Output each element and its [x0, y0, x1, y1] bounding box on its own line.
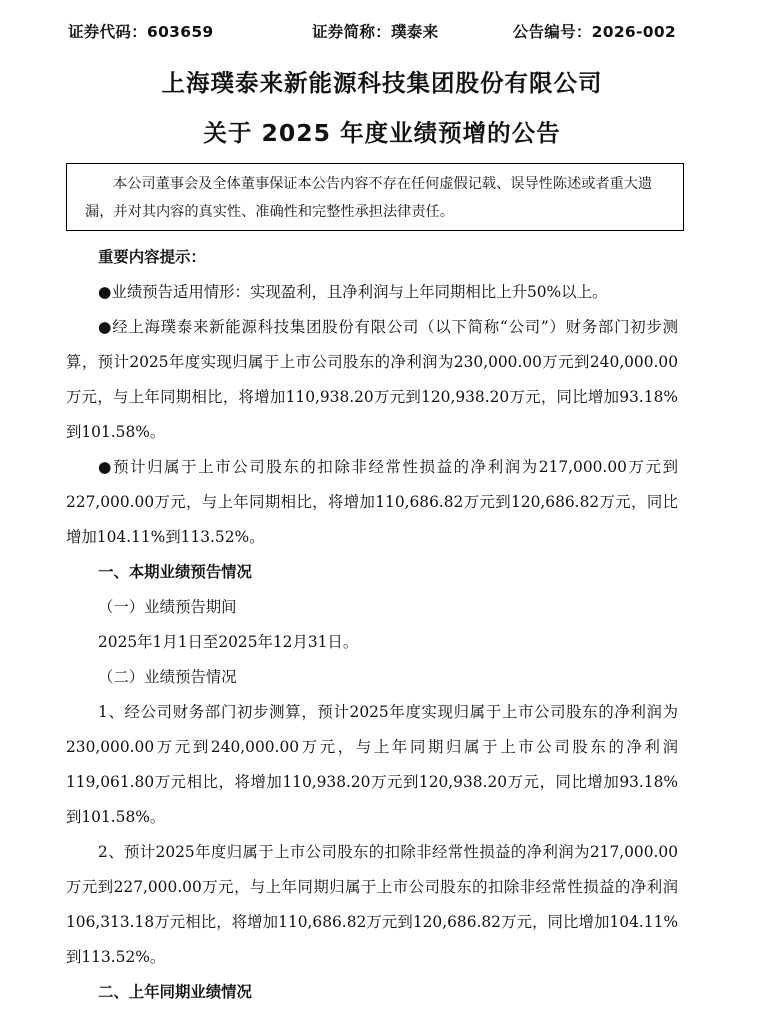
highlight-bullet-3: ●预计归属于上市公司股东的扣除非经常性损益的净利润为217,000.00万元到227,000.00万元，与上年同期相比，将增加110,686.82万元到120,686.82万元，同比增加104.11%到113.52%。: [66, 458, 678, 546]
board-declaration-box: [66, 163, 684, 231]
highlights-section: [66, 240, 678, 555]
section-2-heading: 二、上年同期业绩情况: [98, 983, 252, 1001]
section-1-heading: 一、本期业绩预告情况: [98, 563, 252, 581]
header-row: [68, 20, 676, 44]
forecast-period: 2025年1月1日至2025年12月31日。: [98, 633, 359, 651]
highlights-heading: 重要内容提示：: [98, 248, 206, 266]
stock-code: 证券代码：603659: [68, 23, 214, 41]
declaration-text: 本公司董事会及全体董事保证本公告内容不存在任何虚假记载、误导性陈述或者重大遗漏，并对其内容的真实性、准确性和完整性承担法律责任。: [85, 176, 653, 220]
forecast-item-2: 2、预计2025年度归属于上市公司股东的扣除非经常性损益的净利润为217,000.00万元到227,000.00万元，与上年同期归属于上市公司股东的扣除非经常性损益的净利润106,313.18万元相比，将增加110,686.82万元到120,686.82万元，同比增加104.11%到113.52%。: [66, 843, 678, 966]
section-1: [66, 555, 678, 1010]
section-1-sub-2: （二）业绩预告情况: [98, 668, 237, 686]
notice-number: 公告编号：2026-002: [512, 23, 676, 41]
notice-title: 关于 2025 年度业绩预增的公告: [203, 119, 561, 147]
company-title: 上海璞泰来新能源科技集团股份有限公司: [161, 69, 603, 97]
section-1-sub-1: （一）业绩预告期间: [98, 598, 237, 616]
stock-abbreviation: 证券简称：璞泰来: [312, 23, 439, 41]
highlight-bullet-1: ●业绩预告适用情形：实现盈利，且净利润与上年同期相比上升50%以上。: [98, 283, 608, 301]
highlight-bullet-2: ●经上海璞泰来新能源科技集团股份有限公司（以下简称“公司”）财务部门初步测算，预计2025年度实现归属于上市公司股东的净利润为230,000.00万元到240,000.00万元，与上年同期相比，将增加110,938.20万元到120,938.20万元，同比增加93.18%到101.58%。: [66, 318, 678, 441]
forecast-item-1: 1、经公司财务部门初步测算，预计2025年度实现归属于上市公司股东的净利润为230,000.00万元到240,000.00万元，与上年同期归属于上市公司股东的净利润119,061.80万元相比，将增加110,938.20万元到120,938.20万元，同比增加93.18%到101.58%。: [66, 703, 678, 826]
